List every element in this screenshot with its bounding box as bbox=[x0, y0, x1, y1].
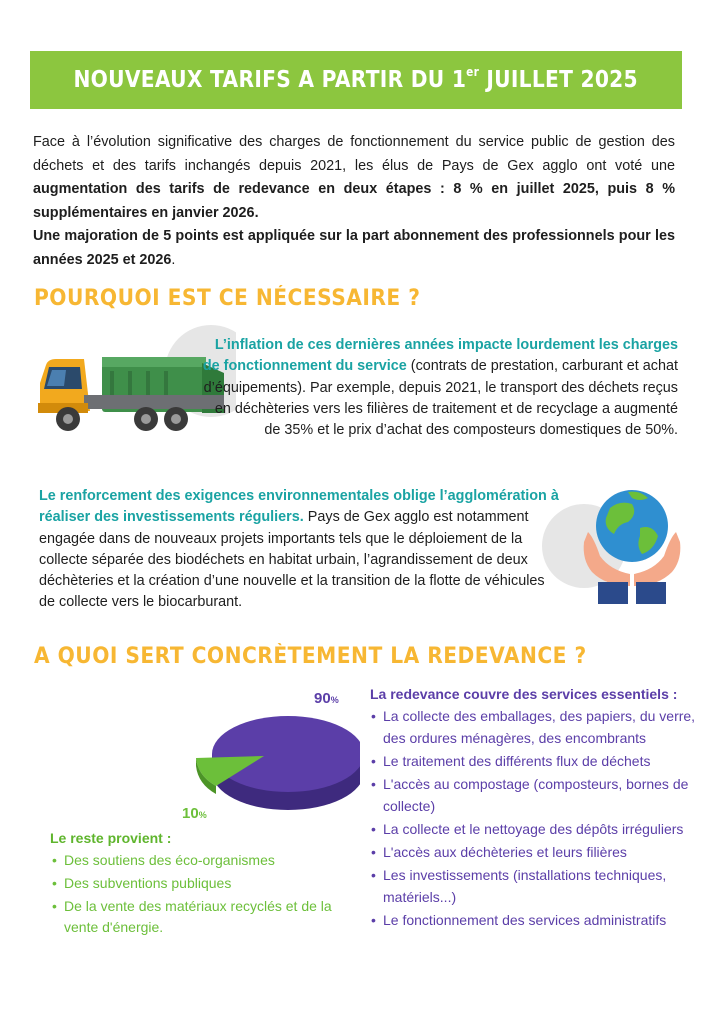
list-item: • Le traitement des différents flux de déchets bbox=[370, 750, 700, 772]
inflation-text: (contrats de prestation, carburant et achat d’équipements). Par exemple, depuis 2021, le transport des déchets reçus en déchèteries vers les filières de traitement et de recyclage a augmenté de 35% et le prix d’achat des composteurs domestiques de 50%. bbox=[203, 358, 678, 439]
list-item: • Des subventions publiques bbox=[50, 873, 340, 894]
pie-slice-90 bbox=[212, 716, 360, 792]
list-item: • La collecte et le nettoyage des dépôts irréguliers bbox=[370, 818, 700, 840]
intro-text: Face à l’évolution significative des charges de fonctionnement du service public de gestion des déchets et des tarifs inchangés depuis 2021, les élus de Pays de Gex agglo ont voté une bbox=[33, 134, 675, 174]
intro-end: . bbox=[171, 251, 176, 268]
title-end: JUILLET 2025 bbox=[479, 67, 639, 93]
page-title bbox=[74, 67, 638, 93]
pie-unit-10: % bbox=[198, 810, 207, 820]
list-item: • Les investissements (installations techniques, matériels...) bbox=[370, 864, 700, 908]
list-item: • L'accès au compostage (composteurs, bornes de collecte) bbox=[370, 773, 700, 817]
list-item: • Le fonctionnement des services administratifs bbox=[370, 909, 700, 931]
environment-text: Pays de Gex agglo est notamment engagée dans de nouveaux projets importants tels que le déploiement de la collecte séparée des biodéchets en habitat urbain, l’agrandissement de deux déchèteries et la création d’une nouvelle et la transition de la flotte de véhicules de collecte vers le biocarburant. bbox=[39, 509, 545, 611]
title-main: NOUVEAUX TARIFS A PARTIR DU 1 bbox=[73, 67, 467, 93]
environment-paragraph bbox=[39, 486, 559, 614]
list-item: • Des soutiens des éco-organismes bbox=[50, 850, 340, 871]
globe-in-hands-illustration bbox=[540, 478, 690, 606]
services-covered-block bbox=[370, 684, 700, 931]
list-item: • De la vente des matériaux recyclés et de la vente d'énergie. bbox=[50, 896, 340, 938]
remaining-funding-title: Le reste provient : bbox=[50, 830, 172, 846]
intro-bold-increase: augmentation des tarifs de redevance en deux étapes : 8 % en juillet 2025, puis 8 % supplémentaires en janvier 2026. bbox=[33, 181, 675, 221]
section-title-why: POURQUOI EST CE NÉCESSAIRE ? bbox=[34, 286, 421, 311]
pie-value-90: 90 bbox=[314, 690, 331, 707]
section-title-purpose: A QUOI SERT CONCRÈTEMENT LA REDEVANCE ? bbox=[34, 644, 587, 669]
remaining-funding-block bbox=[50, 828, 340, 938]
list-item: • L'accès aux déchèteries et leurs filières bbox=[370, 841, 700, 863]
environment-highlight: Le renforcement des exigences environnementales oblige l’agglomération à réaliser des investissements réguliers. bbox=[39, 488, 559, 526]
remaining-funding-list bbox=[50, 850, 340, 938]
inflation-highlight: L’inflation de ces dernières années impacte lourdement les charges de fonctionnement du service bbox=[202, 337, 678, 375]
pie-label-90 bbox=[314, 690, 339, 707]
pie-label-10 bbox=[182, 805, 207, 822]
list-item: • La collecte des emballages, des papiers, du verre, des ordures ménagères, des encombrants bbox=[370, 705, 700, 749]
services-covered-title: La redevance couvre des services essentiels : bbox=[370, 686, 678, 702]
title-superscript: er bbox=[466, 65, 480, 79]
title-banner bbox=[30, 51, 682, 109]
inflation-paragraph bbox=[196, 335, 678, 441]
pie-unit-90: % bbox=[330, 695, 339, 705]
intro-paragraph bbox=[33, 131, 675, 272]
services-covered-list bbox=[370, 705, 700, 931]
intro-bold-surcharge: Une majoration de 5 points est appliquée sur la part abonnement des professionnels pour les années 2025 et 2026 bbox=[33, 228, 675, 268]
pie-value-10: 10 bbox=[182, 805, 199, 822]
